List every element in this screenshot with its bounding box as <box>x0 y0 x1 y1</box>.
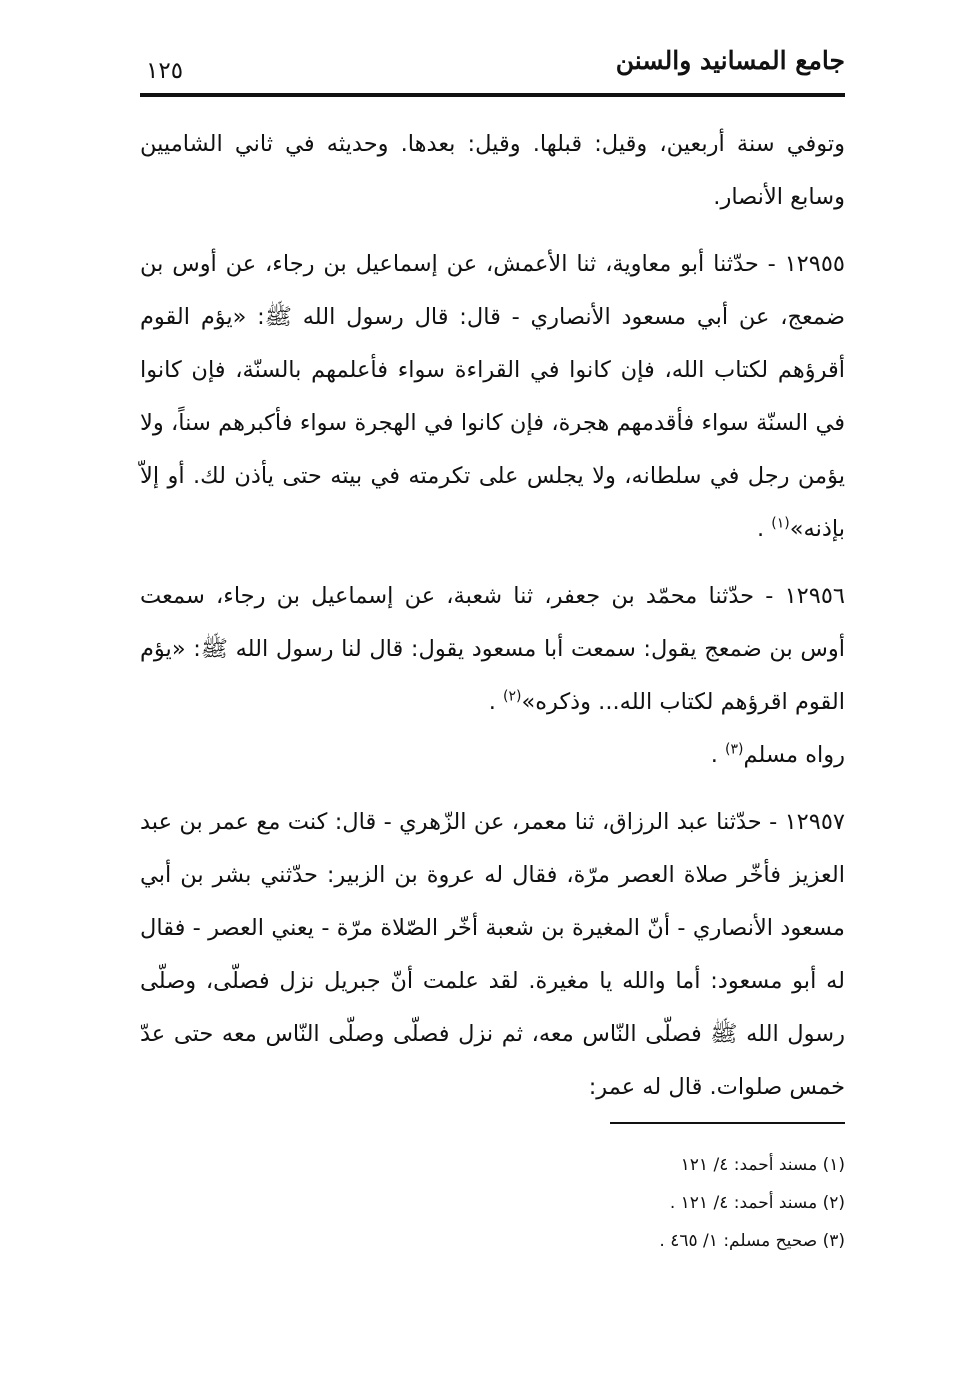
paragraph-text: وتوفي سنة أربعين، وقيل: قبلها. وقيل: بعدها. وحديثه في ثاني الشاميين وسابع الأنصار. <box>140 131 845 210</box>
paragraph-tail: . <box>710 742 726 768</box>
footnote-2: (٢) مسند أحمد: ٤/ ١٢١ . <box>669 1193 845 1213</box>
paragraph-text: ١٢٩٥٦ - حدّثنا محمّد بن جعفر، ثنا شعبة، عن إسماعيل بن رجاء، سمعت أوس بن ضمعج يقول: سمعت أبا مسعود يقول: قال لنا رسول الله ﷺ: «يؤم القوم اقرؤهم لكتاب الله... وذكره» <box>140 583 845 715</box>
paragraph-text: ١٢٩٥٥ - حدّثنا أبو معاوية، ثنا الأعمش، عن إسماعيل بن رجاء، عن أوس بن ضمعج، عن أبي مسعود الأنصاري - قال: قال رسول الله ﷺ: «يؤم القوم أقرؤهم لكتاب الله، فإن كانوا في القراءة سواء فأعلمهم بالسنّة، فإن كانوا في السنّة سواء فأقدمهم هجرة، فإن كانوا في الهجرة سواء فأكبرهم سناً، ولا يؤمن رجل في سلطانه، ولا يجلس على تكرمته في بيته حتى يأذن لك. أو إلاّ بإذنه» <box>140 251 845 542</box>
book-title: جامع المسانيد والسنن <box>615 46 845 75</box>
paragraph-text: رواه مسلم <box>743 742 845 768</box>
hadith-12955 <box>140 238 845 556</box>
paragraph-intro <box>140 118 845 224</box>
paragraph-text: ١٢٩٥٧ - حدّثنا عبد الرزاق، ثنا معمر، عن الزّهري - قال: كنت مع عمر بن عبد العزيز فأخّر صلاة العصر مرّة، فقال له عروة بن الزبير: حدّثني بشر بن أبي مسعود الأنصاري - أنّ المغيرة بن شعبة أخّر الصّلاة مرّة - يعني العصر - فقال له أبو مسعود: أما والله يا مغيرة. لقد علمت أنّ جبريل نزل فصلّى، وصلّى رسول الله ﷺ فصلّى النّاس معه، ثم نزل فصلّى وصلّى النّاس معه حتى عدّ خمس صلوات. قال له عمر: <box>140 809 845 1100</box>
paragraph-tail: . <box>488 689 503 715</box>
header-rule <box>140 93 845 97</box>
footnote-3: (٣) صحيح مسلم: ١/ ٤٦٥ . <box>659 1231 845 1251</box>
footnote-reference[interactable]: (١) <box>771 515 790 532</box>
hadith-12957 <box>140 796 845 1114</box>
footnote-1: (١) مسند أحمد: ٤/ ١٢١ <box>680 1155 845 1175</box>
footnote-reference[interactable]: (٣) <box>725 741 744 758</box>
narration-note <box>140 729 845 782</box>
footnote-rule <box>610 1122 845 1124</box>
paragraph-tail: . <box>756 516 772 542</box>
hadith-12956 <box>140 570 845 729</box>
running-head <box>140 38 845 90</box>
page-number: ١٢٥ <box>146 58 184 84</box>
main-text <box>140 118 845 1128</box>
footnotes <box>440 1146 845 1260</box>
footnote-reference[interactable]: (٢) <box>503 688 522 705</box>
